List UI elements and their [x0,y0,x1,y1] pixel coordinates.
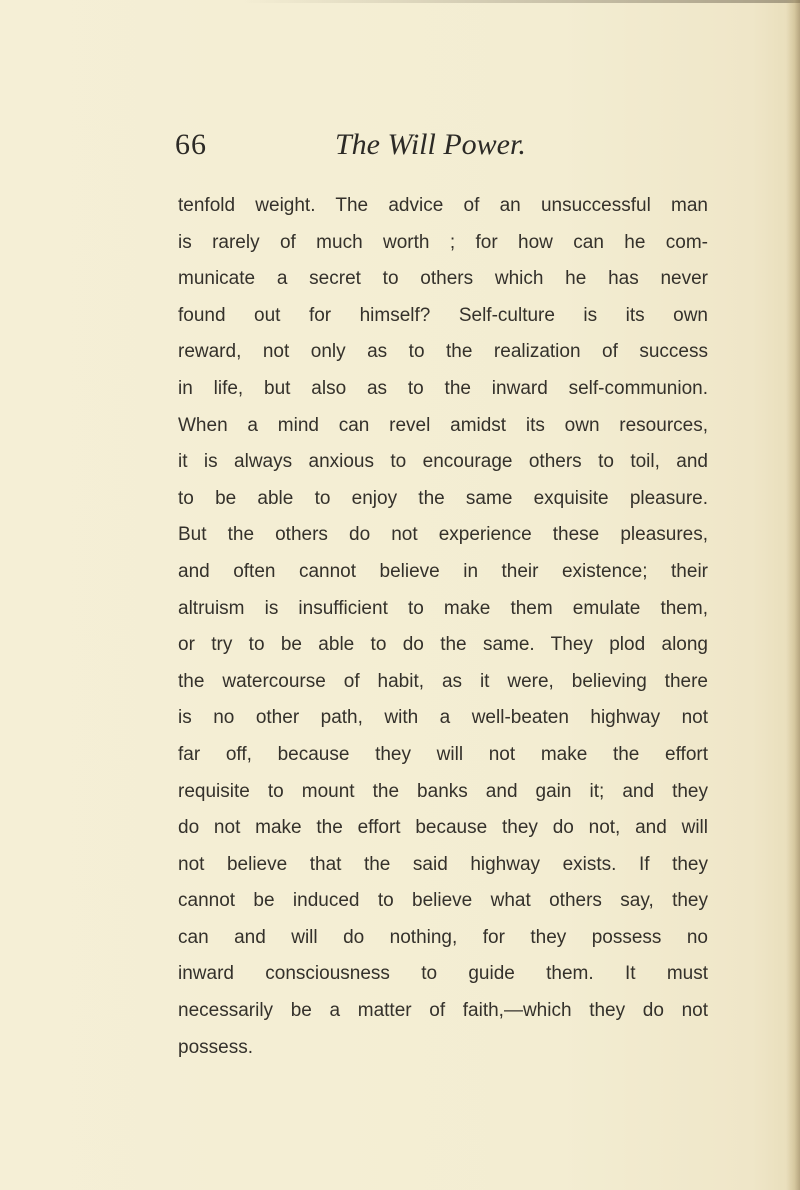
text-line: in life, but also as to the inward self-communion. [178,377,708,399]
text-line: do not make the effort because they do not, and will [178,817,708,839]
page-number: 66 [175,128,207,161]
text-line: not believe that the said highway exists. If they [178,853,708,875]
text-line: is rarely of much worth ; for how can he com- [178,231,708,253]
text-line: the watercourse of habit, as it were, believing there [178,670,708,692]
text-line: far off, because they will not make the effort [178,743,708,765]
running-title: The Will Power. [335,128,526,161]
text-line: or try to be able to do the same. They plod along [178,634,708,656]
body-text [178,188,708,1066]
text-line: cannot be induced to believe what others say, they [178,890,708,912]
text-line: reward, not only as to the realization of success [178,341,708,363]
text-line: can and will do nothing, for they possess no [178,926,708,948]
text-line: inward consciousness to guide them. It must [178,963,708,985]
text-line: and often cannot believe in their existence; their [178,560,708,582]
text-line: to be able to enjoy the same exquisite pleasure. [178,487,708,509]
text-line: necessarily be a matter of faith,—which they do not [178,1000,708,1022]
text-line: tenfold weight. The advice of an unsuccessful man [178,195,708,216]
text-line: municate a secret to others which he has never [178,268,708,290]
text-line: found out for himself? Self-culture is its own [178,304,708,326]
text-line: requisite to mount the banks and gain it; and they [178,780,708,802]
page-edge-shadow [786,0,800,1190]
text-line: When a mind can revel amidst its own resources, [178,414,708,436]
text-line-last: possess. [178,1036,253,1058]
text-line: it is always anxious to encourage others to toil, and [178,451,708,473]
page-header [175,128,595,168]
page-top-edge [240,0,800,3]
text-line: But the others do not experience these pleasures, [178,524,708,546]
text-line: altruism is insufficient to make them emulate them, [178,597,708,619]
text-line: is no other path, with a well-beaten highway not [178,707,708,729]
